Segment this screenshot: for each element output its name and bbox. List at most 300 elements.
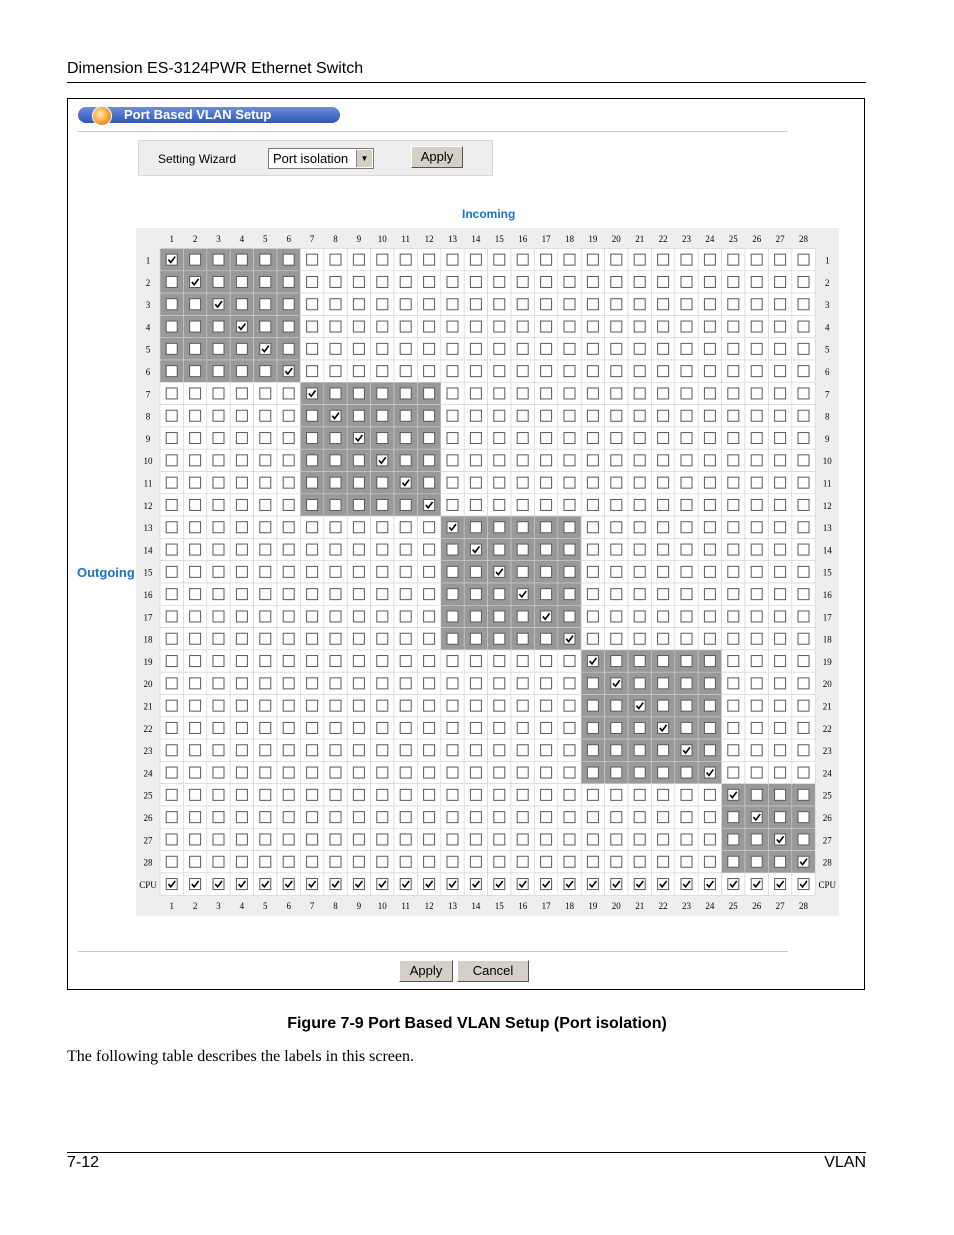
port-checkbox[interactable] (353, 343, 364, 354)
port-checkbox[interactable] (541, 812, 552, 823)
port-checkbox[interactable] (283, 544, 294, 555)
port-checkbox[interactable] (775, 366, 786, 377)
port-checkbox[interactable] (704, 633, 715, 644)
port-checkbox[interactable] (307, 611, 318, 622)
port-checkbox[interactable] (564, 678, 575, 689)
port-checkbox[interactable] (704, 722, 715, 733)
port-checkbox[interactable] (260, 343, 271, 354)
port-checkbox[interactable] (260, 611, 271, 622)
port-checkbox[interactable] (634, 477, 645, 488)
port-checkbox[interactable] (447, 477, 458, 488)
port-checkbox[interactable] (634, 767, 645, 778)
port-checkbox[interactable] (634, 455, 645, 466)
port-checkbox[interactable] (166, 633, 177, 644)
port-checkbox[interactable] (377, 722, 388, 733)
port-checkbox[interactable] (424, 789, 435, 800)
port-checkbox[interactable] (798, 834, 809, 845)
port-checkbox[interactable] (236, 834, 247, 845)
port-checkbox[interactable] (377, 745, 388, 756)
port-checkbox[interactable] (424, 455, 435, 466)
port-checkbox[interactable] (166, 789, 177, 800)
port-checkbox[interactable] (751, 589, 762, 600)
port-checkbox[interactable] (213, 477, 224, 488)
port-checkbox[interactable] (424, 544, 435, 555)
port-checkbox[interactable] (307, 812, 318, 823)
port-checkbox[interactable] (377, 879, 388, 890)
port-checkbox[interactable] (307, 879, 318, 890)
port-checkbox[interactable] (564, 611, 575, 622)
port-checkbox[interactable] (587, 276, 598, 287)
port-checkbox[interactable] (353, 544, 364, 555)
port-checkbox[interactable] (658, 745, 669, 756)
port-checkbox[interactable] (330, 276, 341, 287)
port-checkbox[interactable] (447, 834, 458, 845)
port-checkbox[interactable] (307, 722, 318, 733)
port-checkbox[interactable] (704, 343, 715, 354)
port-checkbox[interactable] (658, 499, 669, 510)
port-checkbox[interactable] (330, 589, 341, 600)
port-checkbox[interactable] (798, 611, 809, 622)
port-checkbox[interactable] (236, 589, 247, 600)
port-checkbox[interactable] (190, 366, 201, 377)
port-checkbox[interactable] (470, 633, 481, 644)
port-checkbox[interactable] (190, 388, 201, 399)
port-checkbox[interactable] (307, 834, 318, 845)
port-checkbox[interactable] (728, 321, 739, 332)
port-checkbox[interactable] (307, 433, 318, 444)
port-checkbox[interactable] (798, 700, 809, 711)
port-checkbox[interactable] (470, 410, 481, 421)
port-checkbox[interactable] (377, 433, 388, 444)
port-checkbox[interactable] (353, 633, 364, 644)
port-checkbox[interactable] (353, 678, 364, 689)
port-checkbox[interactable] (798, 656, 809, 667)
port-checkbox[interactable] (400, 388, 411, 399)
port-checkbox[interactable] (424, 633, 435, 644)
port-checkbox[interactable] (494, 343, 505, 354)
port-checkbox[interactable] (564, 633, 575, 644)
port-checkbox[interactable] (166, 566, 177, 577)
port-checkbox[interactable] (353, 321, 364, 332)
port-checkbox[interactable] (447, 276, 458, 287)
port-checkbox[interactable] (704, 254, 715, 265)
port-checkbox[interactable] (447, 656, 458, 667)
port-checkbox[interactable] (470, 834, 481, 845)
port-checkbox[interactable] (587, 611, 598, 622)
port-checkbox[interactable] (377, 299, 388, 310)
port-checkbox[interactable] (704, 544, 715, 555)
port-checkbox[interactable] (283, 589, 294, 600)
port-checkbox[interactable] (470, 544, 481, 555)
port-checkbox[interactable] (564, 433, 575, 444)
port-checkbox[interactable] (587, 499, 598, 510)
port-checkbox[interactable] (307, 856, 318, 867)
port-checkbox[interactable] (751, 856, 762, 867)
port-checkbox[interactable] (353, 789, 364, 800)
port-checkbox[interactable] (517, 343, 528, 354)
port-checkbox[interactable] (166, 410, 177, 421)
port-checkbox[interactable] (236, 299, 247, 310)
port-checkbox[interactable] (541, 745, 552, 756)
port-checkbox[interactable] (751, 812, 762, 823)
port-checkbox[interactable] (611, 477, 622, 488)
port-checkbox[interactable] (587, 678, 598, 689)
port-checkbox[interactable] (260, 544, 271, 555)
port-checkbox[interactable] (681, 589, 692, 600)
port-checkbox[interactable] (634, 522, 645, 533)
port-checkbox[interactable] (494, 388, 505, 399)
port-checkbox[interactable] (634, 366, 645, 377)
port-checkbox[interactable] (634, 254, 645, 265)
port-checkbox[interactable] (353, 767, 364, 778)
port-checkbox[interactable] (564, 745, 575, 756)
port-checkbox[interactable] (400, 276, 411, 287)
port-checkbox[interactable] (213, 366, 224, 377)
port-checkbox[interactable] (564, 410, 575, 421)
port-checkbox[interactable] (564, 343, 575, 354)
port-checkbox[interactable] (213, 522, 224, 533)
port-checkbox[interactable] (260, 499, 271, 510)
port-checkbox[interactable] (236, 700, 247, 711)
port-checkbox[interactable] (541, 299, 552, 310)
port-checkbox[interactable] (494, 767, 505, 778)
port-checkbox[interactable] (681, 276, 692, 287)
port-checkbox[interactable] (330, 745, 341, 756)
port-checkbox[interactable] (377, 834, 388, 845)
port-checkbox[interactable] (166, 589, 177, 600)
port-checkbox[interactable] (447, 745, 458, 756)
port-checkbox[interactable] (353, 834, 364, 845)
port-checkbox[interactable] (751, 455, 762, 466)
port-checkbox[interactable] (470, 767, 481, 778)
port-checkbox[interactable] (377, 789, 388, 800)
port-checkbox[interactable] (517, 254, 528, 265)
port-checkbox[interactable] (728, 767, 739, 778)
port-checkbox[interactable] (260, 254, 271, 265)
port-checkbox[interactable] (307, 455, 318, 466)
port-checkbox[interactable] (330, 477, 341, 488)
port-checkbox[interactable] (353, 812, 364, 823)
port-checkbox[interactable] (798, 633, 809, 644)
port-checkbox[interactable] (213, 433, 224, 444)
port-checkbox[interactable] (330, 700, 341, 711)
port-checkbox[interactable] (798, 455, 809, 466)
port-checkbox[interactable] (611, 299, 622, 310)
port-checkbox[interactable] (681, 834, 692, 845)
port-checkbox[interactable] (658, 633, 669, 644)
port-checkbox[interactable] (447, 856, 458, 867)
port-checkbox[interactable] (751, 321, 762, 332)
port-checkbox[interactable] (587, 366, 598, 377)
port-checkbox[interactable] (494, 722, 505, 733)
port-checkbox[interactable] (611, 455, 622, 466)
port-checkbox[interactable] (775, 477, 786, 488)
port-checkbox[interactable] (658, 722, 669, 733)
port-checkbox[interactable] (166, 433, 177, 444)
port-checkbox[interactable] (751, 254, 762, 265)
port-checkbox[interactable] (611, 499, 622, 510)
port-checkbox[interactable] (260, 321, 271, 332)
port-checkbox[interactable] (751, 633, 762, 644)
port-checkbox[interactable] (307, 589, 318, 600)
port-checkbox[interactable] (166, 321, 177, 332)
port-checkbox[interactable] (541, 343, 552, 354)
port-checkbox[interactable] (658, 410, 669, 421)
port-checkbox[interactable] (541, 321, 552, 332)
port-checkbox[interactable] (564, 544, 575, 555)
port-checkbox[interactable] (517, 633, 528, 644)
port-checkbox[interactable] (260, 299, 271, 310)
port-checkbox[interactable] (260, 856, 271, 867)
port-checkbox[interactable] (190, 767, 201, 778)
port-checkbox[interactable] (728, 722, 739, 733)
port-checkbox[interactable] (470, 388, 481, 399)
port-checkbox[interactable] (166, 499, 177, 510)
port-checkbox[interactable] (798, 366, 809, 377)
port-checkbox[interactable] (190, 745, 201, 756)
port-checkbox[interactable] (541, 834, 552, 845)
port-checkbox[interactable] (283, 254, 294, 265)
port-checkbox[interactable] (517, 410, 528, 421)
port-checkbox[interactable] (775, 611, 786, 622)
port-checkbox[interactable] (447, 366, 458, 377)
port-checkbox[interactable] (213, 589, 224, 600)
port-checkbox[interactable] (728, 745, 739, 756)
port-checkbox[interactable] (424, 276, 435, 287)
port-checkbox[interactable] (728, 299, 739, 310)
port-checkbox[interactable] (424, 812, 435, 823)
port-checkbox[interactable] (775, 700, 786, 711)
port-checkbox[interactable] (611, 544, 622, 555)
port-checkbox[interactable] (213, 633, 224, 644)
port-checkbox[interactable] (260, 388, 271, 399)
port-checkbox[interactable] (704, 767, 715, 778)
port-checkbox[interactable] (400, 700, 411, 711)
port-checkbox[interactable] (634, 343, 645, 354)
port-checkbox[interactable] (400, 678, 411, 689)
port-checkbox[interactable] (751, 879, 762, 890)
port-checkbox[interactable] (681, 722, 692, 733)
port-checkbox[interactable] (236, 812, 247, 823)
port-checkbox[interactable] (611, 276, 622, 287)
port-checkbox[interactable] (377, 455, 388, 466)
port-checkbox[interactable] (236, 789, 247, 800)
port-checkbox[interactable] (470, 789, 481, 800)
port-checkbox[interactable] (330, 789, 341, 800)
port-checkbox[interactable] (377, 477, 388, 488)
port-checkbox[interactable] (260, 410, 271, 421)
port-checkbox[interactable] (611, 767, 622, 778)
port-checkbox[interactable] (213, 388, 224, 399)
port-checkbox[interactable] (400, 812, 411, 823)
port-checkbox[interactable] (260, 678, 271, 689)
port-checkbox[interactable] (564, 656, 575, 667)
port-checkbox[interactable] (213, 656, 224, 667)
port-checkbox[interactable] (704, 678, 715, 689)
port-checkbox[interactable] (541, 879, 552, 890)
port-checkbox[interactable] (283, 522, 294, 533)
port-checkbox[interactable] (190, 700, 201, 711)
port-checkbox[interactable] (494, 812, 505, 823)
port-checkbox[interactable] (634, 856, 645, 867)
port-checkbox[interactable] (704, 499, 715, 510)
port-checkbox[interactable] (494, 299, 505, 310)
port-checkbox[interactable] (353, 433, 364, 444)
port-checkbox[interactable] (611, 611, 622, 622)
port-checkbox[interactable] (587, 789, 598, 800)
port-checkbox[interactable] (190, 499, 201, 510)
port-checkbox[interactable] (681, 366, 692, 377)
port-checkbox[interactable] (260, 455, 271, 466)
port-checkbox[interactable] (681, 789, 692, 800)
port-checkbox[interactable] (213, 276, 224, 287)
port-checkbox[interactable] (190, 254, 201, 265)
port-checkbox[interactable] (190, 299, 201, 310)
port-checkbox[interactable] (541, 589, 552, 600)
port-checkbox[interactable] (564, 455, 575, 466)
port-checkbox[interactable] (166, 276, 177, 287)
port-checkbox[interactable] (704, 366, 715, 377)
port-checkbox[interactable] (611, 433, 622, 444)
port-checkbox[interactable] (541, 477, 552, 488)
port-checkbox[interactable] (541, 722, 552, 733)
port-checkbox[interactable] (494, 745, 505, 756)
port-checkbox[interactable] (517, 522, 528, 533)
port-checkbox[interactable] (775, 789, 786, 800)
port-checkbox[interactable] (775, 433, 786, 444)
port-checkbox[interactable] (494, 611, 505, 622)
port-checkbox[interactable] (751, 276, 762, 287)
port-checkbox[interactable] (236, 566, 247, 577)
port-checkbox[interactable] (728, 856, 739, 867)
port-checkbox[interactable] (541, 366, 552, 377)
port-checkbox[interactable] (260, 879, 271, 890)
port-checkbox[interactable] (494, 321, 505, 332)
port-checkbox[interactable] (517, 477, 528, 488)
port-checkbox[interactable] (611, 722, 622, 733)
port-checkbox[interactable] (330, 410, 341, 421)
port-checkbox[interactable] (775, 321, 786, 332)
port-checkbox[interactable] (775, 276, 786, 287)
port-checkbox[interactable] (424, 410, 435, 421)
port-checkbox[interactable] (424, 700, 435, 711)
port-checkbox[interactable] (658, 856, 669, 867)
port-checkbox[interactable] (424, 254, 435, 265)
port-checkbox[interactable] (166, 366, 177, 377)
port-checkbox[interactable] (377, 544, 388, 555)
port-checkbox[interactable] (728, 611, 739, 622)
port-checkbox[interactable] (447, 343, 458, 354)
port-checkbox[interactable] (634, 834, 645, 845)
port-checkbox[interactable] (728, 678, 739, 689)
cancel-button[interactable]: Cancel (457, 960, 529, 982)
port-checkbox[interactable] (611, 522, 622, 533)
port-checkbox[interactable] (236, 276, 247, 287)
port-checkbox[interactable] (213, 789, 224, 800)
port-checkbox[interactable] (541, 611, 552, 622)
port-checkbox[interactable] (330, 856, 341, 867)
port-checkbox[interactable] (728, 499, 739, 510)
port-checkbox[interactable] (190, 433, 201, 444)
port-checkbox[interactable] (447, 633, 458, 644)
port-checkbox[interactable] (494, 366, 505, 377)
port-checkbox[interactable] (447, 722, 458, 733)
port-checkbox[interactable] (587, 856, 598, 867)
port-checkbox[interactable] (564, 299, 575, 310)
port-checkbox[interactable] (166, 879, 177, 890)
port-checkbox[interactable] (424, 299, 435, 310)
port-checkbox[interactable] (658, 321, 669, 332)
port-checkbox[interactable] (751, 499, 762, 510)
port-checkbox[interactable] (330, 455, 341, 466)
port-checkbox[interactable] (728, 812, 739, 823)
port-checkbox[interactable] (681, 856, 692, 867)
port-checkbox[interactable] (470, 722, 481, 733)
port-checkbox[interactable] (283, 879, 294, 890)
port-checkbox[interactable] (775, 388, 786, 399)
port-checkbox[interactable] (424, 499, 435, 510)
port-checkbox[interactable] (377, 656, 388, 667)
port-checkbox[interactable] (775, 499, 786, 510)
port-checkbox[interactable] (166, 455, 177, 466)
port-checkbox[interactable] (658, 879, 669, 890)
port-checkbox[interactable] (681, 455, 692, 466)
port-checkbox[interactable] (213, 722, 224, 733)
port-checkbox[interactable] (541, 499, 552, 510)
port-checkbox[interactable] (424, 656, 435, 667)
port-checkbox[interactable] (447, 522, 458, 533)
port-checkbox[interactable] (330, 544, 341, 555)
port-checkbox[interactable] (611, 789, 622, 800)
port-checkbox[interactable] (424, 388, 435, 399)
port-checkbox[interactable] (564, 388, 575, 399)
port-checkbox[interactable] (400, 299, 411, 310)
port-checkbox[interactable] (353, 455, 364, 466)
port-checkbox[interactable] (353, 477, 364, 488)
port-checkbox[interactable] (470, 856, 481, 867)
port-checkbox[interactable] (353, 366, 364, 377)
port-checkbox[interactable] (330, 388, 341, 399)
port-checkbox[interactable] (681, 879, 692, 890)
port-checkbox[interactable] (564, 276, 575, 287)
port-checkbox[interactable] (634, 388, 645, 399)
port-checkbox[interactable] (213, 499, 224, 510)
port-checkbox[interactable] (775, 745, 786, 756)
port-checkbox[interactable] (447, 254, 458, 265)
port-checkbox[interactable] (424, 678, 435, 689)
port-checkbox[interactable] (447, 410, 458, 421)
port-checkbox[interactable] (704, 455, 715, 466)
port-checkbox[interactable] (377, 856, 388, 867)
port-checkbox[interactable] (400, 477, 411, 488)
port-checkbox[interactable] (283, 477, 294, 488)
port-checkbox[interactable] (775, 678, 786, 689)
port-checkbox[interactable] (353, 522, 364, 533)
port-checkbox[interactable] (494, 789, 505, 800)
port-checkbox[interactable] (260, 656, 271, 667)
port-checkbox[interactable] (681, 566, 692, 577)
port-checkbox[interactable] (470, 745, 481, 756)
port-checkbox[interactable] (611, 388, 622, 399)
port-checkbox[interactable] (634, 611, 645, 622)
port-checkbox[interactable] (260, 589, 271, 600)
port-checkbox[interactable] (798, 789, 809, 800)
port-checkbox[interactable] (190, 722, 201, 733)
port-checkbox[interactable] (704, 656, 715, 667)
port-checkbox[interactable] (541, 633, 552, 644)
port-checkbox[interactable] (704, 856, 715, 867)
port-checkbox[interactable] (166, 544, 177, 555)
